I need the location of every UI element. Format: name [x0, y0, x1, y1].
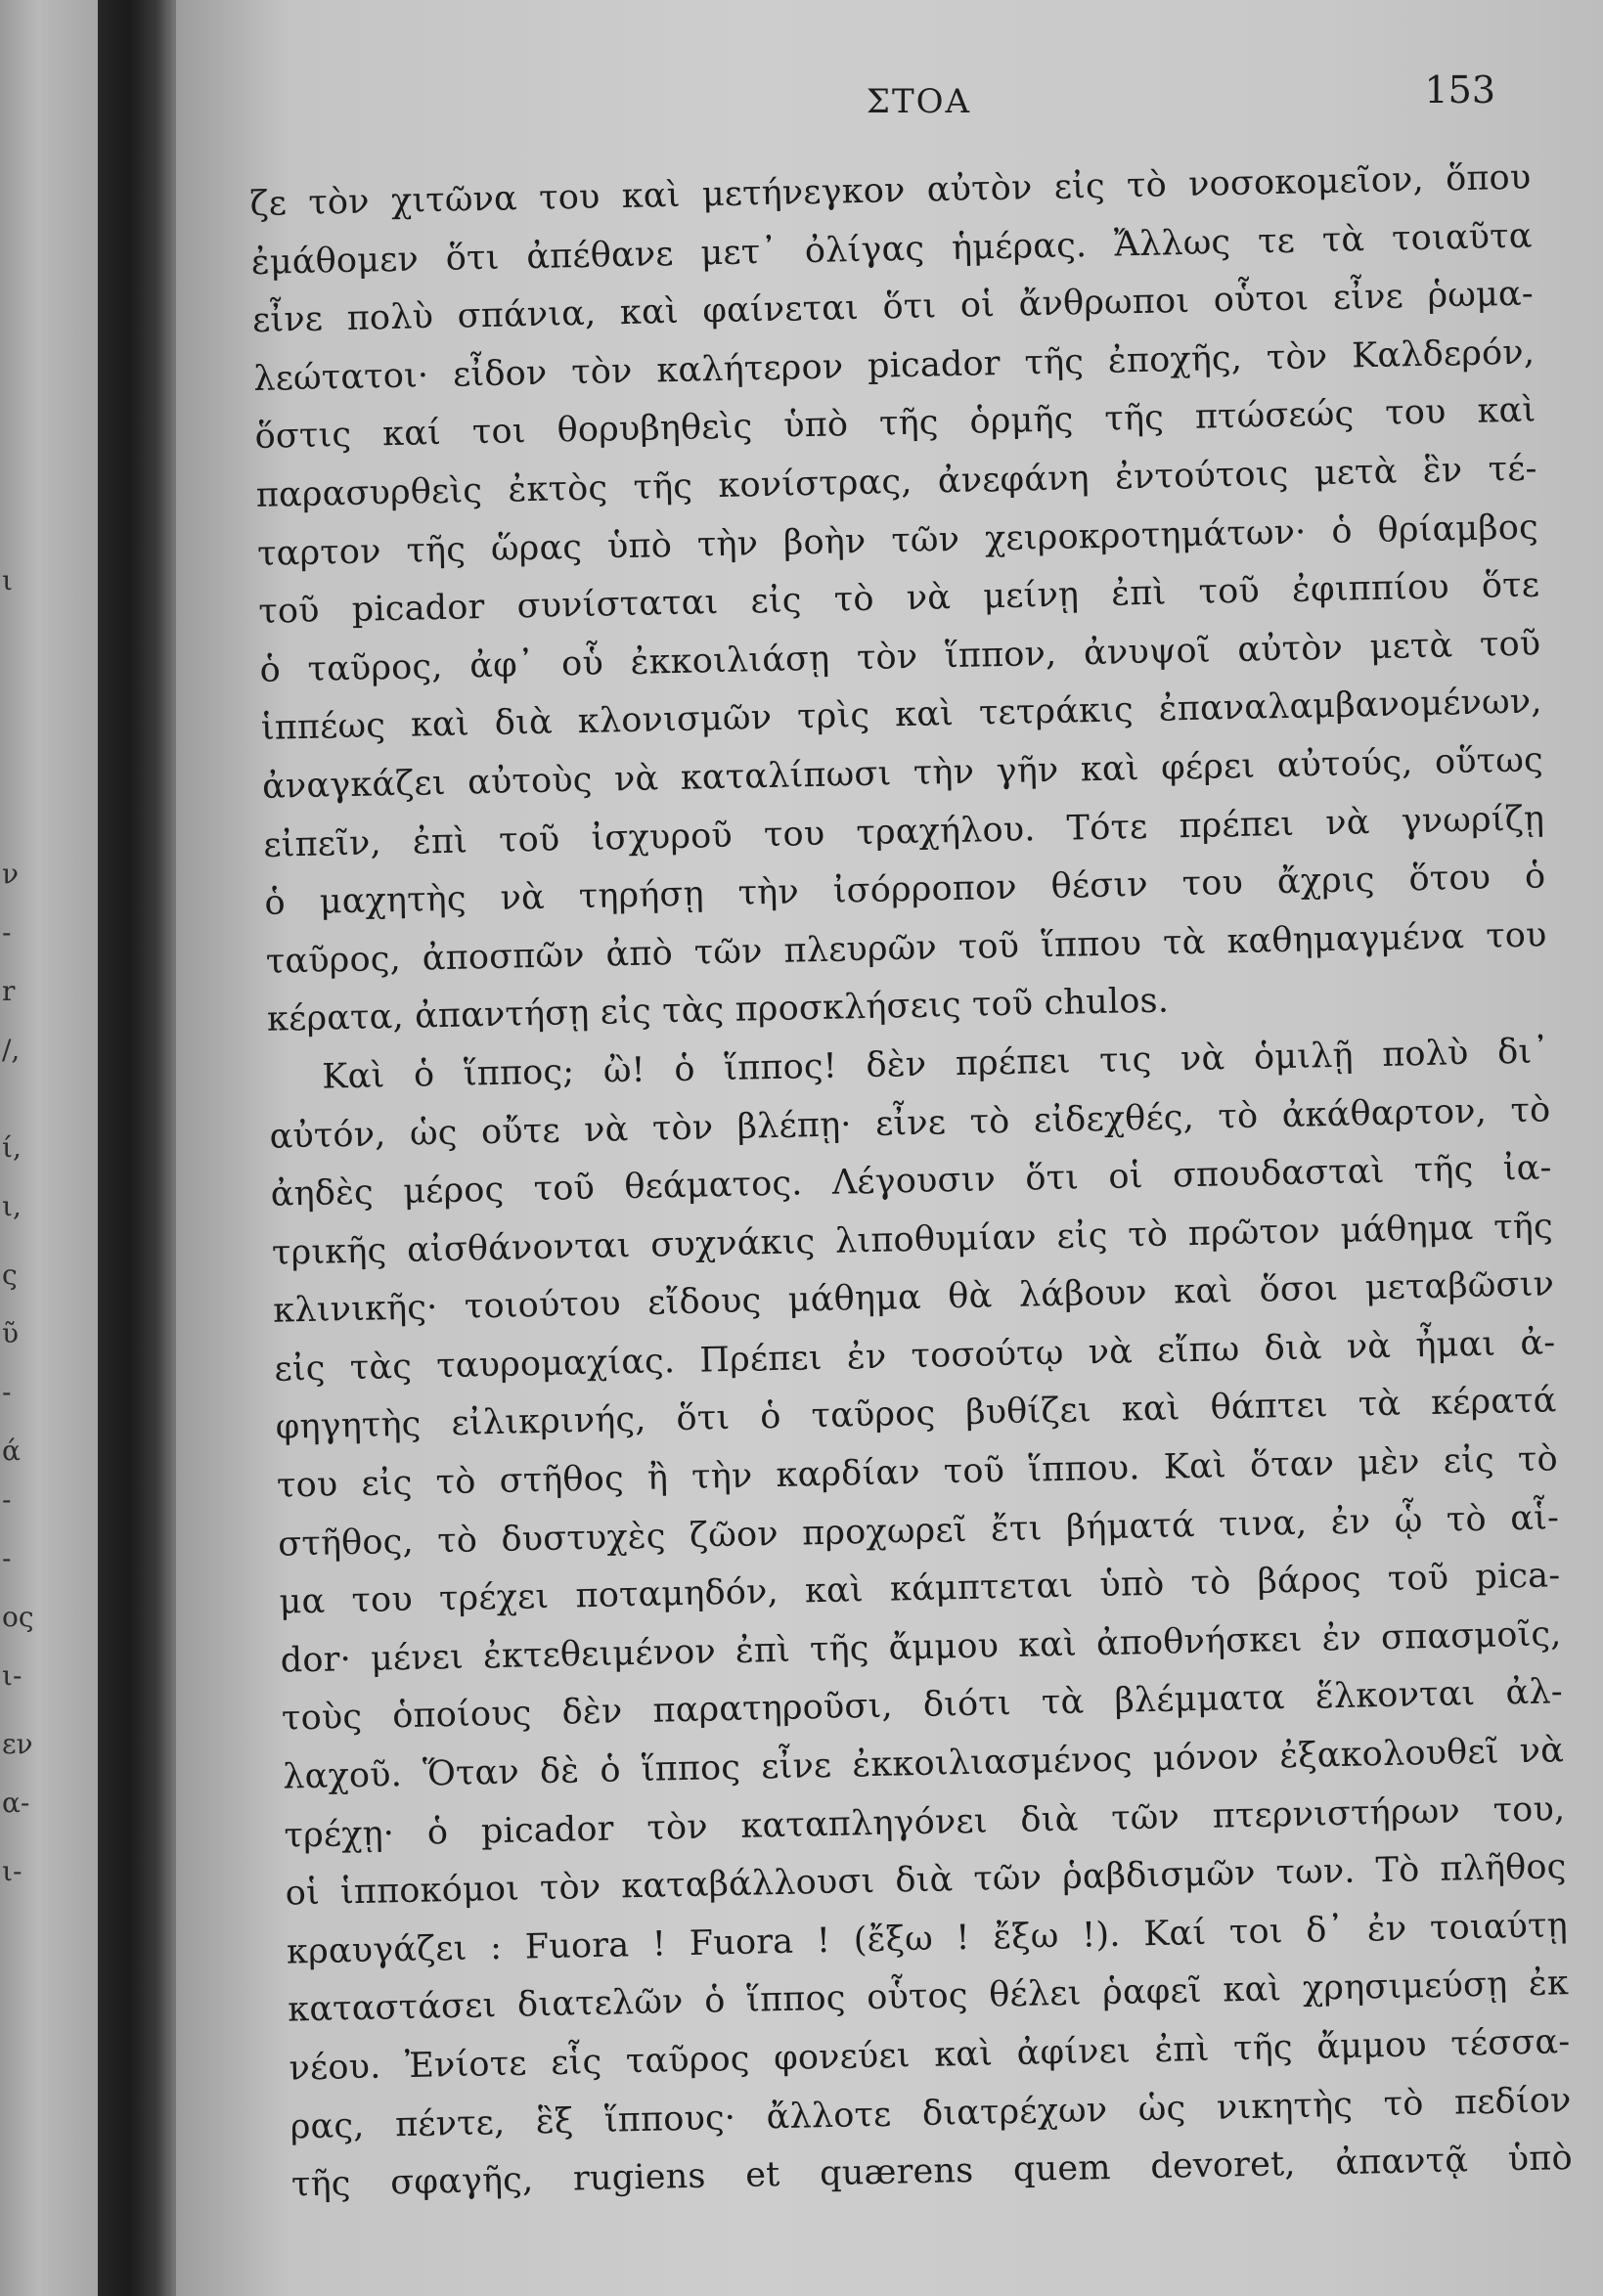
- text-line: ζε τὸν χιτῶνα του καὶ μετήνεγκον αὐτὸν εἰς τὸ νοσοκομεῖον, ὅπου: [249, 157, 1532, 224]
- text-line: κλινικῆς· τοιούτου εἴδους μάθημα θὰ λάβουν καὶ ὅσοι μεταβῶσιν: [272, 1264, 1555, 1332]
- text-line: ὁ μαχητὴς νὰ τηρήσῃ τὴν ἰσόρροπον θέσιν του ἄχρις ὅτου ὁ: [264, 857, 1546, 923]
- text-line: dor· μένει ἐκτεθειμένον ἐπὶ τῆς ἄμμου καὶ ἀποθνήσκει ἐν σπασμοῖς,: [280, 1614, 1562, 1681]
- text-line: καταστάσει διατελῶν ὁ ἵππος οὗτος θέλει ῥαφεῖ καὶ χρησιμεύσῃ ἐκ: [287, 1964, 1570, 2030]
- text-line: κέρατα, ἀπαντήσῃ εἰς τὰς προσκλήσεις τοῦ chulos.: [266, 981, 1170, 1040]
- text-line: εἶνε πολὺ σπάνια, καὶ φαίνεται ὅτι οἱ ἄνθρωποι οὗτοι εἶνε ῥωμα-: [251, 274, 1535, 341]
- page-number: 153: [1424, 68, 1495, 111]
- left-page-fragment: /,: [2, 1034, 21, 1066]
- text-line: μα του τρέχει ποταμηδόν, καὶ κάμπτεται ὑπὸ τὸ βάρος τοῦ pica-: [279, 1556, 1561, 1622]
- text-line: οἱ ἱπποκόμοι τὸν καταβάλλουσι διὰ τῶν ῥαβδισμῶν των. Τὸ πλῆθος: [285, 1847, 1567, 1914]
- text-line: λαχοῦ. Ὅταν δὲ ὁ ἵππος εἶνε ἐκκοιλιασμένος μόνον ἐξακολουθεῖ νὰ: [282, 1731, 1565, 1797]
- text-line: κραυγάζει : Fuora ! Fuora ! (ἔξω ! ἔξω !). Καί τοι δ᾽ ἐν τοιαύτῃ: [286, 1905, 1569, 1972]
- text-line: ἱππέως καὶ διὰ κλονισμῶν τρὶς καὶ τετράκις ἐπαναλαμβανομένων,: [260, 682, 1542, 749]
- book-page: [176, 0, 1603, 2296]
- left-page-fragment: α-: [2, 1787, 30, 1819]
- left-page-fragment: -: [2, 1542, 12, 1574]
- text-line: στῆθος, τὸ δυστυχὲς ζῶον προχωρεῖ ἔτι βήματά τινα, ἐν ᾧ τὸ αἷ-: [277, 1497, 1560, 1565]
- left-page-fragment: ά: [2, 1435, 21, 1467]
- left-page-fragment: -: [2, 1376, 12, 1408]
- text-line: τοῦ picador συνίσταται εἰς τὸ νὰ μείνῃ ἐπὶ τοῦ ἐφιππίου ὅτε: [257, 565, 1540, 633]
- left-page-fragment: -: [2, 1483, 12, 1516]
- left-page-fragment: ῦ: [2, 1317, 20, 1349]
- left-page-fragment: ι-: [2, 1855, 22, 1887]
- text-line: τρέχῃ· ὁ picador τὸν καταπληγόνει διὰ τῶν πτερνιστήρων του,: [284, 1788, 1566, 1856]
- left-page-fragment: -: [2, 916, 12, 949]
- left-page-fragment: ι-: [2, 1659, 22, 1692]
- left-page-fragment: ν: [2, 858, 20, 890]
- text-line: λεώτατοι· εἶδον τὸν καλήτερον picador τῆς ἐποχῆς, τὸν Καλδερόν,: [252, 332, 1536, 399]
- text-line: ρας, πέντε, ἓξ ἵππους· ἄλλοτε διατρέχων ὡς νικητὴς τὸ πεδίον: [289, 2080, 1572, 2147]
- text-line: ὅστις καί τοι θορυβηθεὶς ὑπὸ τῆς ὁρμῆς τῆς πτώσεώς του καὶ: [254, 390, 1536, 458]
- left-page-fragment: ί,: [2, 1131, 22, 1164]
- left-page-fragment: εν: [2, 1728, 33, 1760]
- text-line: παρασυρθεὶς ἐκτὸς τῆς κονίστρας, ἀνεφάνη ἐντούτοις μετὰ ἓν τέ-: [255, 449, 1537, 515]
- text-line: νέου. Ἐνίοτε εἷς ταῦρος φονεύει καὶ ἀφίνει ἐπὶ τῆς ἄμμου τέσσα-: [289, 2022, 1571, 2089]
- text-line: Καὶ ὁ ἵππος; ὢ! ὁ ἵππος! δὲν πρέπει τις νὰ ὁμιλῇ πολὺ δι᾽: [321, 1032, 1550, 1097]
- text-line: τῆς σφαγῆς, rugiens et quærens quem devoret, ἀπαντᾷ ὑπὸ: [290, 2139, 1574, 2205]
- text-line: ταρτον τῆς ὥρας ὑπὸ τὴν βοὴν τῶν χειροκροτημάτων· ὁ θρίαμβος: [256, 508, 1539, 574]
- left-page-fragment: ι: [2, 564, 13, 596]
- text-line: ἐμάθομεν ὅτι ἀπέθανε μετ᾽ ὀλίγας ἡμέρας. Ἄλλως τε τὰ τοιαῦτα: [250, 216, 1533, 283]
- text-line: ἀηδὲς μέρος τοῦ θεάματος. Λέγουσιν ὅτι οἱ σπουδασταὶ τῆς ἰα-: [270, 1148, 1552, 1214]
- body-text: [249, 150, 1573, 2216]
- left-page-fragment: r: [2, 975, 16, 1007]
- book-gutter: [98, 0, 176, 2296]
- text-line: τοὺς ὁποίους δὲν παρατηροῦσι, διότι τὰ βλέμματα ἕλκονται ἀλ-: [281, 1672, 1564, 1740]
- running-head: ΣΤΟΑ: [866, 82, 972, 121]
- text-line: του εἰς τὸ στῆθος ἢ τὴν καρδίαν τοῦ ἵππου. Καὶ ὅταν μὲν εἰς τὸ: [276, 1439, 1559, 1506]
- text-line: αὐτόν, ὡς οὔτε νὰ τὸν βλέπῃ· εἶνε τὸ εἰδεχθές, τὸ ἀκάθαρτον, τὸ: [269, 1089, 1551, 1157]
- text-line: τρικῆς αἰσθάνονται συχνάκις λιποθυμίαν εἰς τὸ πρῶτον μάθημα τῆς: [271, 1207, 1554, 1273]
- text-line: φηγητὴς εἰλικρινής, ὅτι ὁ ταῦρος βυθίζει καὶ θάπτει τὰ κέρατά: [275, 1381, 1557, 1448]
- left-page-fragment: ς: [2, 1258, 18, 1291]
- text-line: ταῦρος, ἀποσπῶν ἀπὸ τῶν πλευρῶν τοῦ ἵππου τὰ καθημαγμένα του: [265, 915, 1547, 982]
- left-page-edge: [0, 0, 98, 2296]
- text-line: ἀναγκάζει αὐτοὺς νὰ καταλίπωσι τὴν γῆν καὶ φέρει αὐτούς, οὕτως: [261, 740, 1544, 807]
- text-line: εἰς τὰς ταυρομαχίας. Πρέπει ἐν τοσούτῳ νὰ εἴπω διὰ νὰ ἦμαι ἀ-: [274, 1323, 1556, 1390]
- left-page-fragment: ι,: [2, 1190, 22, 1222]
- text-line: εἰπεῖν, ἐπὶ τοῦ ἰσχυροῦ του τραχήλου. Τότε πρέπει νὰ γνωρίζῃ: [262, 798, 1545, 865]
- text-line: ὁ ταῦρος, ἀφ᾽ οὗ ἐκκοιλιάσῃ τὸν ἵππον, ἀνυψοῖ αὐτὸν μετὰ τοῦ: [259, 624, 1541, 690]
- left-page-fragment: ος: [2, 1601, 34, 1633]
